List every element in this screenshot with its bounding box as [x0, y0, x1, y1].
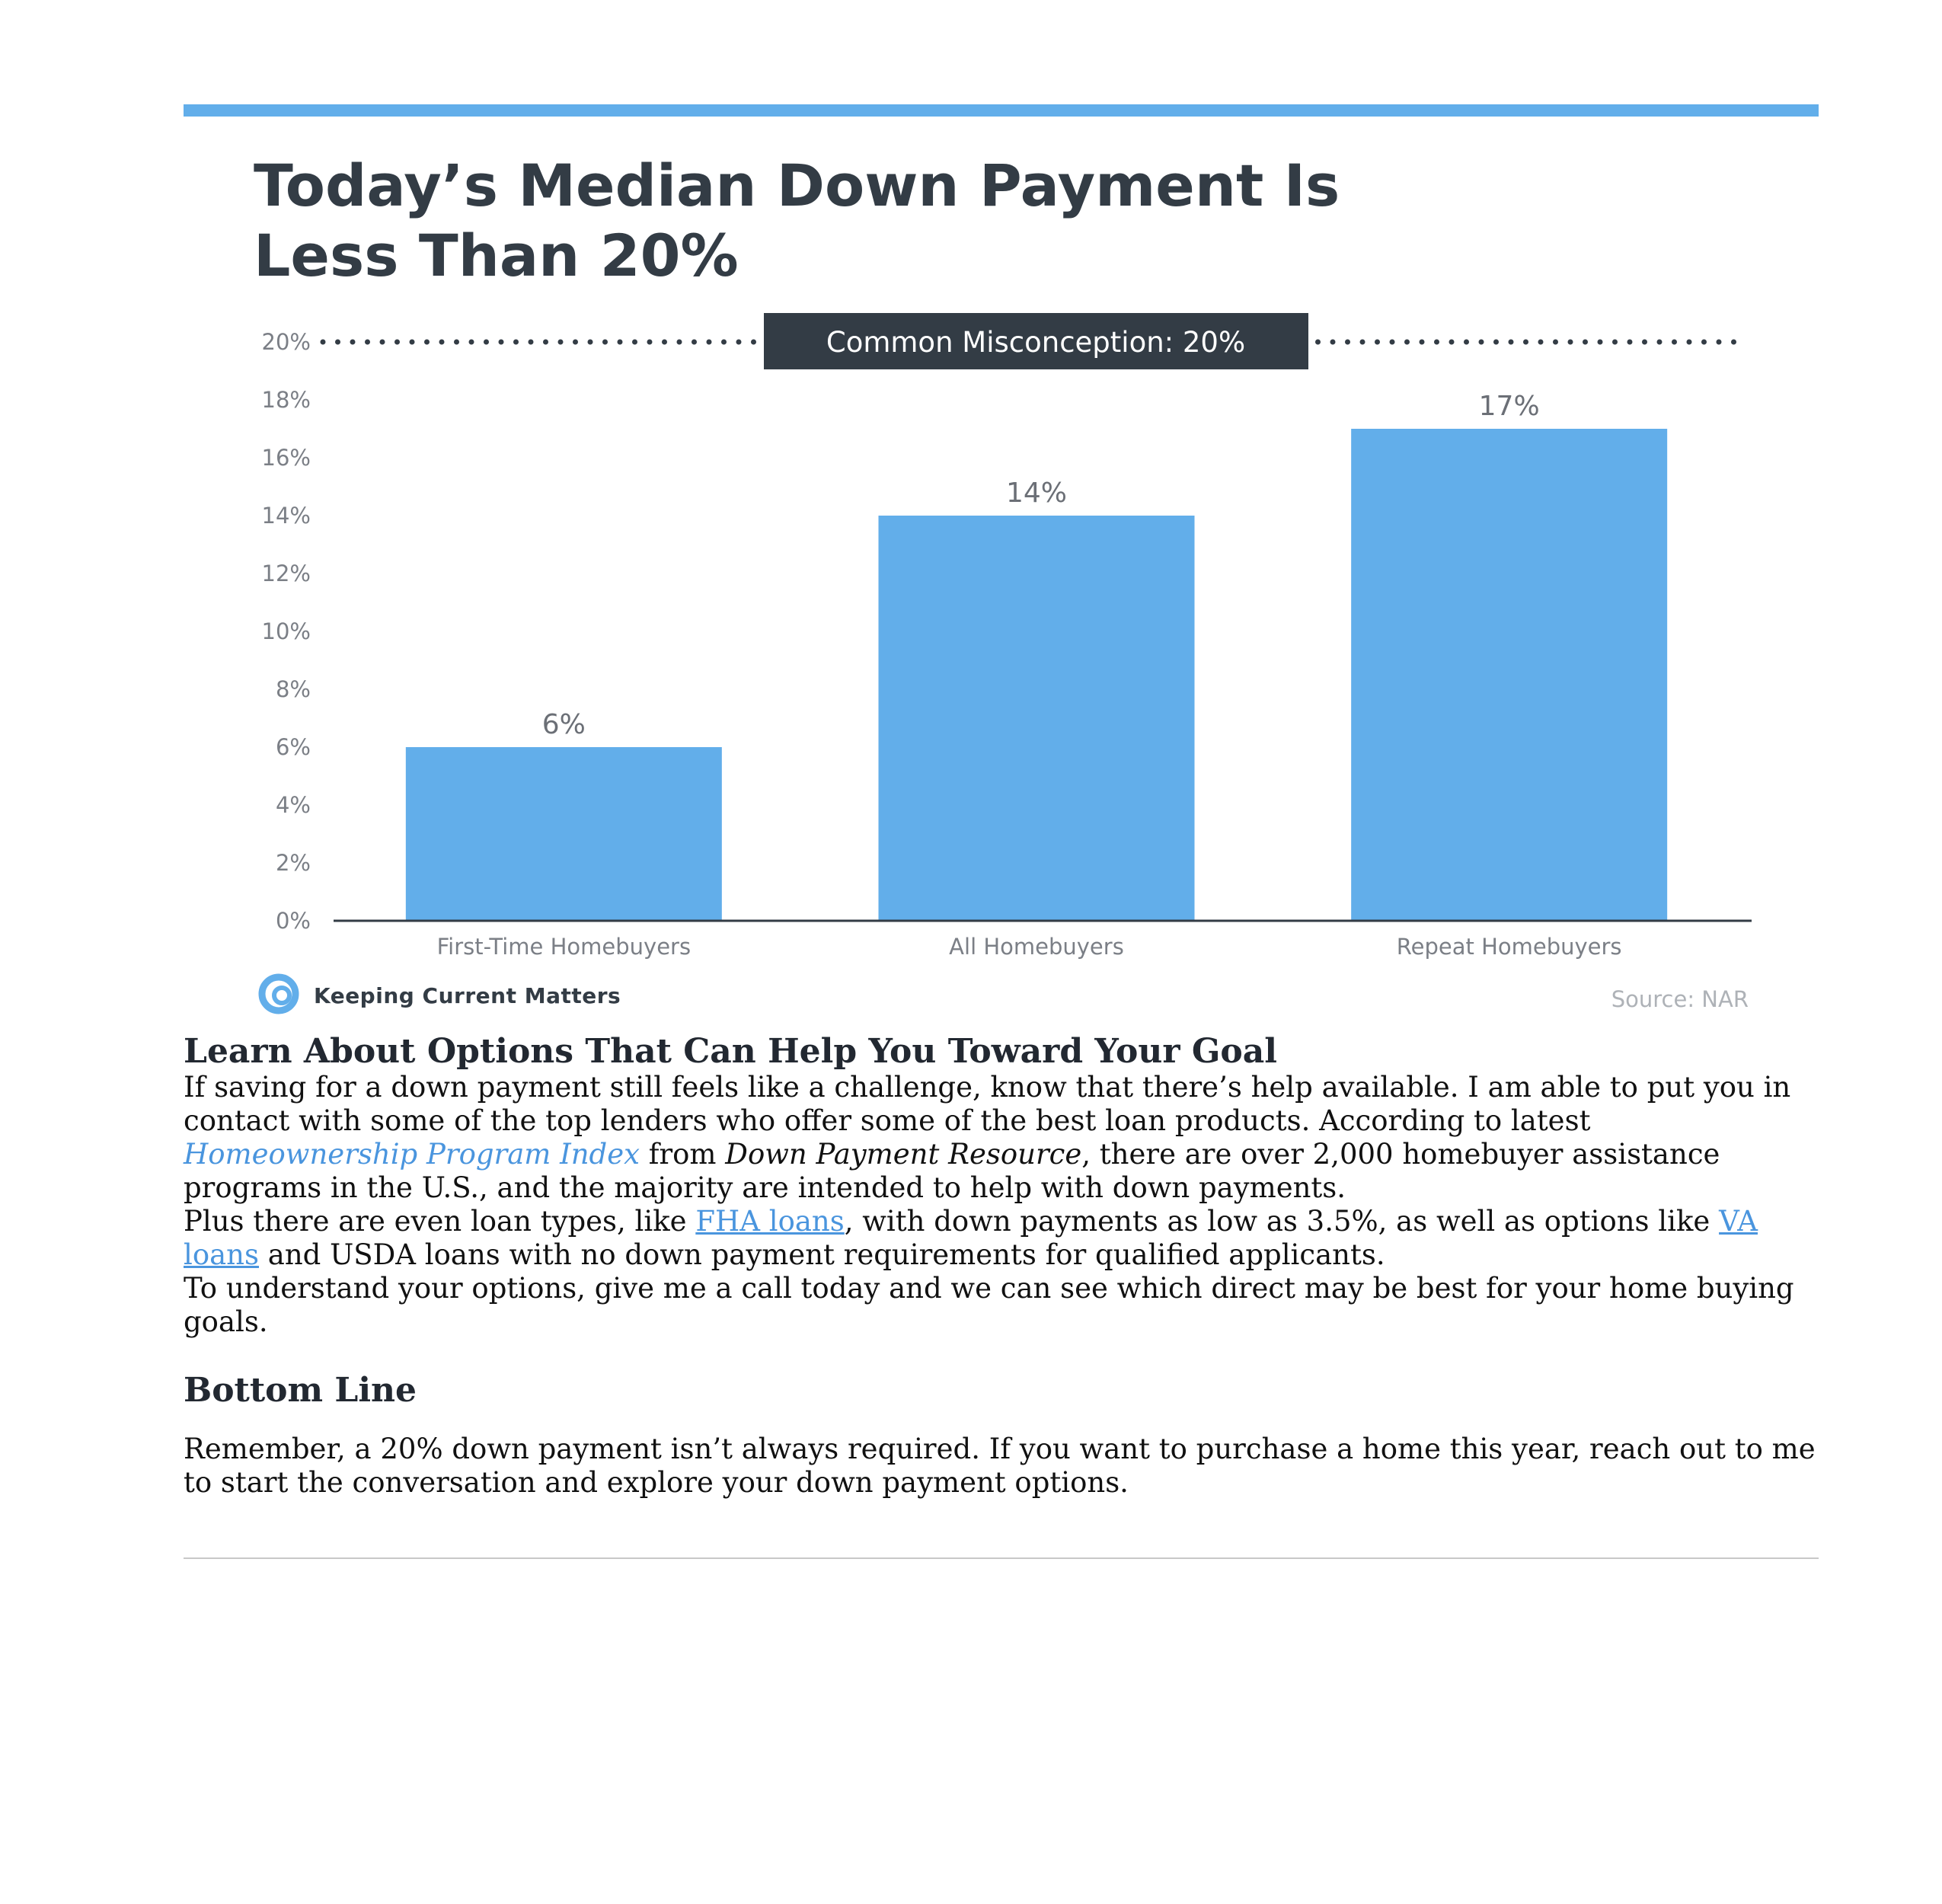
down-payment-resource-text: Down Payment Resource — [725, 1138, 1082, 1171]
category-label: Repeat Homebuyers — [1396, 934, 1622, 960]
chart-title-line-1: Today’s Median Down Payment Is — [254, 152, 1340, 219]
section-heading-options: Learn About Options That Can Help You Toward Your Goal — [184, 1032, 1277, 1071]
bar-value-label: 6% — [541, 709, 586, 740]
top-accent-rule — [184, 104, 1819, 117]
paragraph-assistance — [184, 1071, 1819, 1205]
source-label: Source: NAR — [1611, 986, 1749, 1012]
p2-text-b: , with down payments as low as 3.5%, as well as options like — [844, 1205, 1720, 1238]
bar-value-label: 14% — [1005, 478, 1068, 509]
va-loans-link[interactable]: VA loans — [184, 1205, 1758, 1271]
section-heading-bottom-line: Bottom Line — [184, 1371, 417, 1410]
bottom-line-section — [184, 1371, 1819, 1500]
y-tick-label: 0% — [275, 908, 311, 934]
y-tick-label: 10% — [261, 618, 311, 644]
p1-text-b: from — [640, 1138, 726, 1171]
reference-label: Common Misconception: 20% — [826, 326, 1246, 359]
y-tick-label: 20% — [261, 329, 311, 355]
y-tick-label: 14% — [261, 503, 311, 529]
category-label: All Homebuyers — [949, 934, 1124, 960]
y-tick-label: 6% — [275, 734, 311, 760]
homeownership-index-link[interactable]: Homeownership Program Index — [184, 1138, 640, 1171]
p2-text-a: Plus there are even loan types, like — [184, 1205, 696, 1238]
bar — [879, 516, 1195, 921]
bar — [406, 747, 722, 921]
category-label: First-Time Homebuyers — [436, 934, 692, 960]
bar-chart — [0, 289, 1942, 1021]
logo-swirl-inner-icon — [274, 988, 289, 1003]
y-tick-label: 8% — [275, 676, 311, 702]
y-tick-label: 2% — [275, 850, 311, 876]
logo-text: Keeping Current Matters — [314, 983, 621, 1008]
y-tick-label: 12% — [261, 561, 311, 586]
bar — [1351, 429, 1667, 921]
article-body — [184, 1032, 1819, 1339]
paragraph-call-to-action: To understand your options, give me a call today and we can see which direct may be best for your home buying goals. — [184, 1272, 1794, 1338]
paragraph-bottom-line: Remember, a 20% down payment isn’t always required. If you want to purchase a home this year, reach out to me to start the conversation and explore your down payment options. — [184, 1433, 1816, 1499]
p2-text-c: and USDA loans with no down payment requirements for qualified applicants. — [259, 1238, 1385, 1271]
p1-text-a: If saving for a down payment still feels like a challenge, know that there’s help available. I am able to put you in contact with some of the top lenders who offer some of the best loan products. According to latest — [184, 1071, 1791, 1137]
chart-title — [254, 151, 1701, 291]
y-tick-label: 16% — [261, 445, 311, 471]
paragraph-loan-types — [184, 1205, 1819, 1272]
y-tick-label: 4% — [275, 792, 311, 818]
chart-title-line-2: Less Than 20% — [254, 222, 739, 289]
fha-loans-link[interactable]: FHA loans — [695, 1205, 845, 1238]
bottom-divider — [184, 1557, 1819, 1559]
p1-text-c: , there are over 2,000 homebuyer assistance programs in the U.S., and the majority are intended to help with down payments. — [184, 1138, 1720, 1204]
bar-value-label: 17% — [1478, 391, 1540, 422]
y-tick-label: 18% — [261, 387, 311, 413]
